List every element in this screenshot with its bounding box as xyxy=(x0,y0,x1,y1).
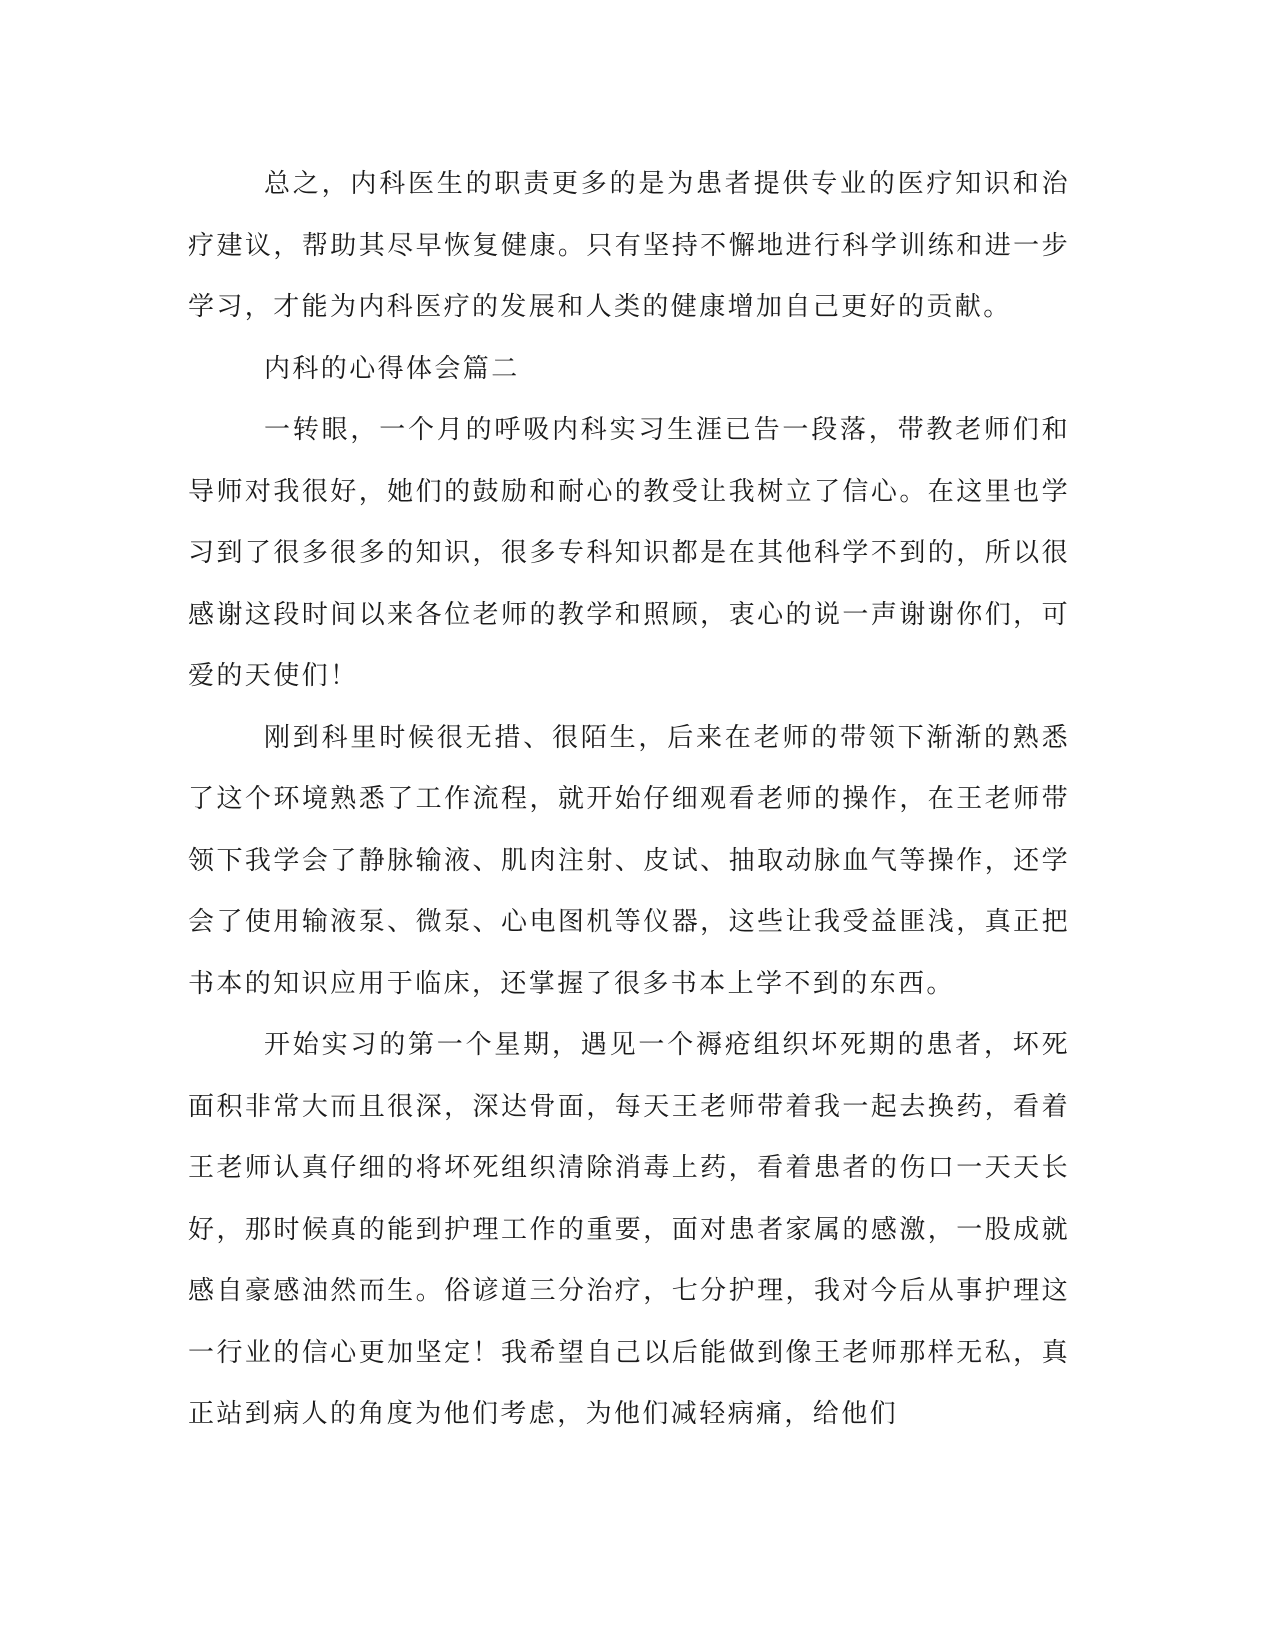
section-heading: 内科的心得体会篇二 xyxy=(264,353,520,384)
paragraph-first-week: 开始实习的第一个星期，遇见一个褥疮组织坏死期的患者，坏死面积非常大而且很深，深达骨面，每天王老师带着我一起去换药，看着王老师认真仔细的将坏死组织清除消毒上药，看着患者的伤口一天天长好，那时候真的能到护理工作的重要，面对患者家属的感激，一股成就感自豪感油然而生。俗谚道三分治疗，七分护理，我对今后从事护理这一行业的信心更加坚定！我希望自己以后能做到像王老师那样无私，真正站到病人的角度为他们考虑，为他们减轻病痛，给他们 xyxy=(188,1030,1070,1429)
paragraph-learning-skills: 刚到科里时候很无措、很陌生，后来在老师的带领下渐渐的熟悉了这个环境熟悉了工作流程，就开始仔细观看老师的操作，在王老师带领下我学会了静脉输液、肌肉注射、皮试、抽取动脉血气等操作，还学会了使用输液泵、微泵、心电图机等仪器，这些让我受益匪浅，真正把书本的知识应用于临床，还掌握了很多书本上学不到的东西。 xyxy=(188,722,1070,999)
paragraph-conclusion: 总之，内科医生的职责更多的是为患者提供专业的医疗知识和治疗建议，帮助其尽早恢复健康。只有坚持不懈地进行科学训练和进一步学习，才能为内科医疗的发展和人类的健康增加自己更好的贡献。 xyxy=(188,169,1070,322)
document-page xyxy=(188,154,1070,1446)
paragraph-internship-intro: 一转眼，一个月的呼吸内科实习生涯已告一段落，带教老师们和导师对我很好，她们的鼓励和耐心的教受让我树立了信心。在这里也学习到了很多很多的知识，很多专科知识都是在其他科学不到的，所以很感谢这段时间以来各位老师的教学和照顾，衷心的说一声谢谢你们，可爱的天使们！ xyxy=(188,415,1070,691)
